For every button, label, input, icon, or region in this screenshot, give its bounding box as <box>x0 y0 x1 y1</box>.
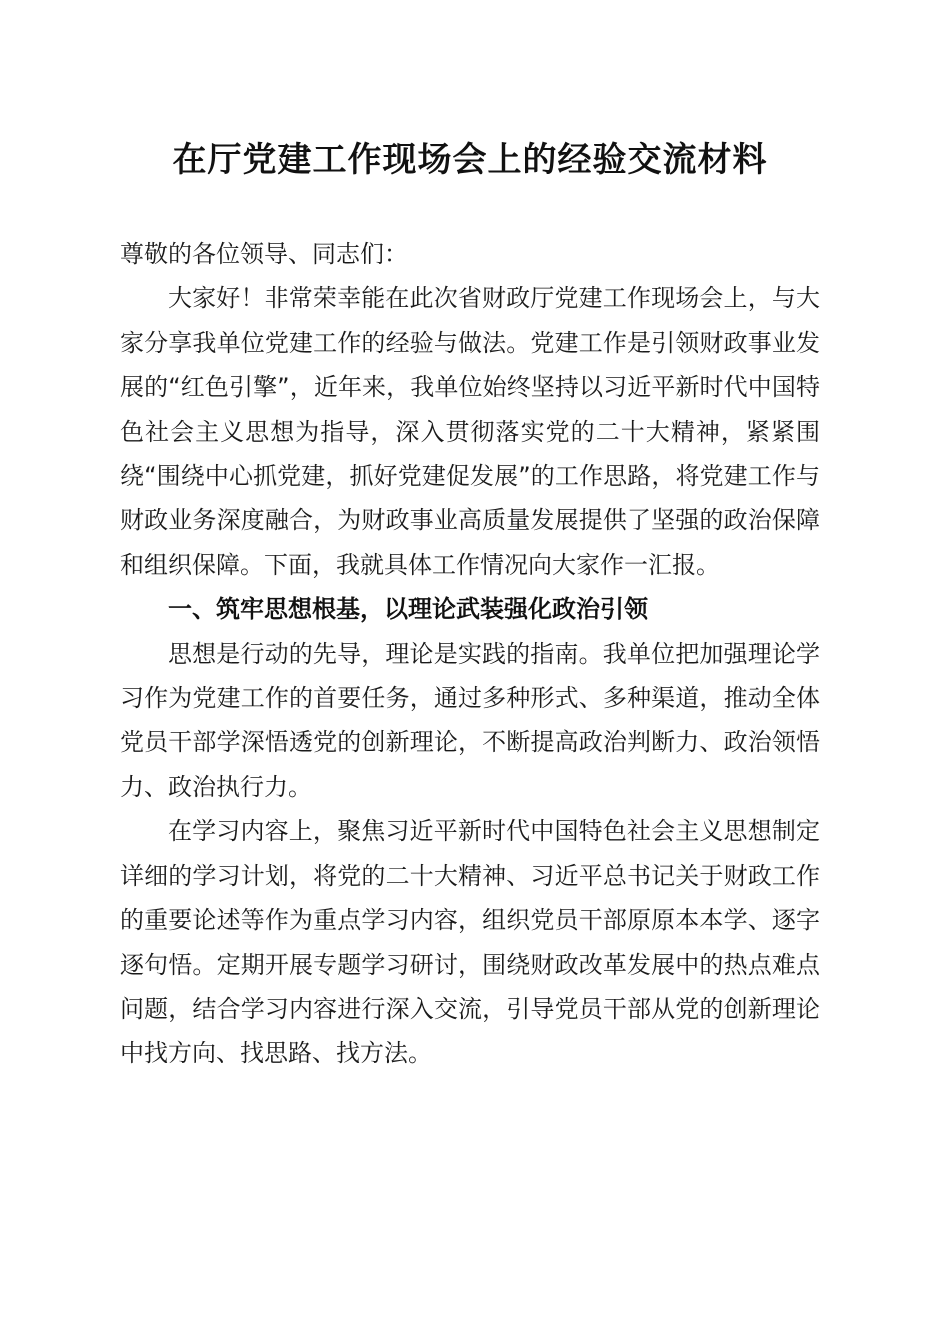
intro-paragraph: 大家好！非常荣幸能在此次省财政厅党建工作现场会上，与大家分享我单位党建工作的经验与做法。党建工作是引领财政事业发展的“红色引擎”，近年来，我单位始终坚持以习近平新时代中国特色社会主义思想为指导，深入贯彻落实党的二十大精神，紧紧围绕“围绕中心抓党建，抓好党建促发展”的工作思路，将党建工作与财政业务深度融合，为财政事业高质量发展提供了坚强的政治保障和组织保障。下面，我就具体工作情况向大家作一汇报。 <box>120 284 820 579</box>
salutation: 尊敬的各位领导、同志们： <box>120 240 408 268</box>
document-body <box>120 232 820 1076</box>
section-paragraph: 思想是行动的先导，理论是实践的指南。我单位把加强理论学习作为党建工作的首要任务，通过多种形式、多种渠道，推动全体党员干部学深悟透党的创新理论，不断提高政治判断力、政治领悟力、政治执行力。 <box>120 639 820 801</box>
document-title: 在厅党建工作现场会上的经验交流材料 <box>172 140 768 180</box>
section-paragraph: 在学习内容上，聚焦习近平新时代中国特色社会主义思想制定详细的学习计划，将党的二十大精神、习近平总书记关于财政工作的重要论述等作为重点学习内容，组织党员干部原原本本学、逐字逐句悟。定期开展专题学习研讨，围绕财政改革发展中的热点难点问题，结合学习内容进行深入交流，引导党员干部从党的创新理论中找方向、找思路、找方法。 <box>120 817 820 1068</box>
section-heading: 一、筑牢思想根基，以理论武装强化政治引领 <box>168 595 648 624</box>
